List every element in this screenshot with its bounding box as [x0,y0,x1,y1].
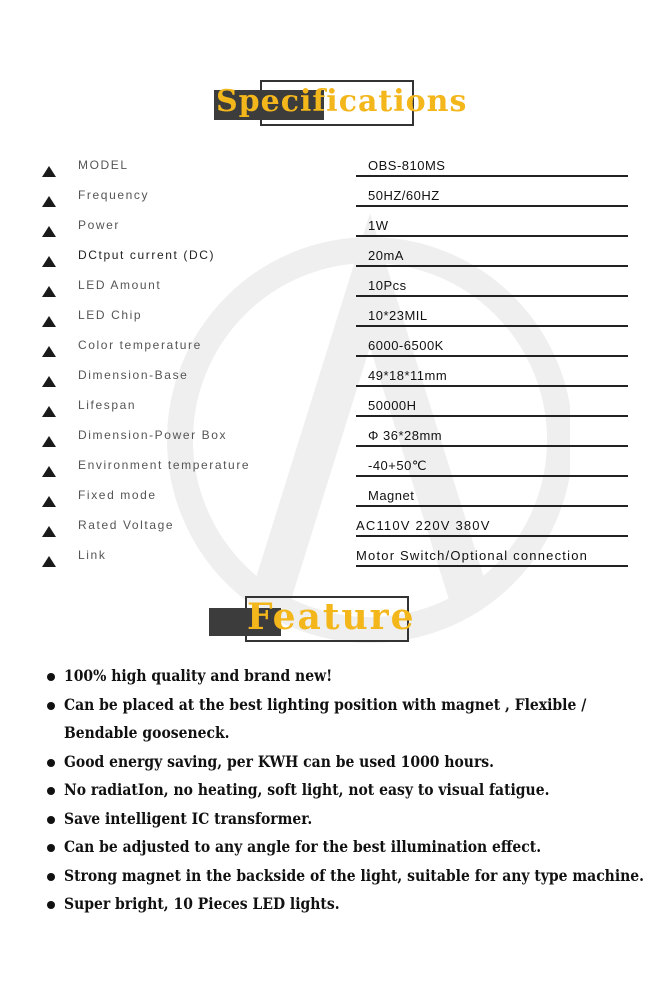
spec-underline [356,295,628,297]
spec-value: Φ 36*28mm [368,428,443,443]
spec-row [38,390,628,420]
spec-row [38,360,628,390]
triangle-bullet-icon [42,436,56,447]
spec-row [38,210,628,240]
bullet-dot-icon [47,759,55,767]
spec-label: Rated Voltage [78,518,175,532]
triangle-bullet-icon [42,346,56,357]
spec-underline [356,265,628,267]
bullet-dot-icon [47,901,55,909]
spec-underline [356,505,628,507]
feature-text: Good energy saving, per KWH can be used 1000 hours. [64,751,495,771]
triangle-bullet-icon [42,316,56,327]
triangle-bullet-icon [42,556,56,567]
feature-item [44,662,654,691]
spec-value: Magnet [368,488,415,503]
spec-label: Link [78,548,107,562]
triangle-bullet-icon [42,406,56,417]
spec-row [38,510,628,540]
triangle-bullet-icon [42,526,56,537]
spec-label: LED Chip [78,308,143,322]
triangle-bullet-icon [42,286,56,297]
spec-underline [356,565,628,567]
feature-text: 100% high quality and brand new! [64,666,333,685]
specifications-title-text: Specifications [216,84,468,119]
bullet-dot-icon [47,673,55,681]
spec-label: Dimension-Power Box [78,428,228,442]
feature-item [44,890,654,919]
bullet-dot-icon [47,702,55,710]
spec-label: Environment temperature [78,458,251,472]
triangle-bullet-icon [42,466,56,477]
triangle-bullet-icon [42,376,56,387]
spec-underline [356,205,628,207]
feature-item [44,805,654,834]
spec-underline [356,415,628,417]
spec-value: -40+50℃ [368,458,427,473]
feature-text: Super bright, 10 Pieces LED lights. [64,894,340,913]
spec-label: Lifespan [78,398,137,412]
spec-underline [356,325,628,327]
feature-list [44,662,654,919]
spec-underline [356,175,628,177]
spec-value: 6000-6500K [368,338,444,353]
spec-value: 1W [368,218,389,233]
spec-row [38,240,628,270]
spec-row [38,450,628,480]
spec-row [38,180,628,210]
feature-item [44,748,654,777]
spec-label: Frequency [78,188,150,202]
spec-label: Fixed mode [78,488,157,502]
spec-row [38,480,628,510]
feature-text: Can be adjusted to any angle for the best illumination effect. [64,837,542,856]
triangle-bullet-icon [42,196,56,207]
feature-item [44,862,654,891]
spec-underline [356,355,628,357]
feature-item [44,833,654,862]
spec-underline [356,235,628,237]
spec-underline [356,475,628,477]
triangle-bullet-icon [42,166,56,177]
feature-item [44,776,654,805]
feature-text: Save intelligent IC transformer. [64,808,313,828]
feature-text: Strong magnet in the backside of the light, suitable for any type machine. [64,865,645,885]
spec-value: 50000H [368,398,417,413]
spec-underline [356,535,628,537]
spec-underline [356,385,628,387]
spec-row [38,150,628,180]
spec-value: 10Pcs [368,278,407,293]
spec-value: OBS-810MS [368,158,446,173]
spec-row [38,270,628,300]
bullet-dot-icon [47,844,55,852]
spec-label: DCtput current (DC) [78,248,216,262]
triangle-bullet-icon [42,226,56,237]
spec-row [38,420,628,450]
feature-title [205,596,425,642]
bullet-dot-icon [47,787,55,795]
spec-underline [356,445,628,447]
spec-table [38,150,628,570]
spec-value: AC110V 220V 380V [356,518,491,533]
spec-row [38,300,628,330]
spec-value: 10*23MIL [368,308,428,323]
spec-value: 50HZ/60HZ [368,188,440,203]
triangle-bullet-icon [42,496,56,507]
feature-text: No radiatIon, no heating, soft light, not easy to visual fatigue. [64,780,550,799]
spec-value: 20mA [368,248,404,263]
triangle-bullet-icon [42,256,56,267]
spec-label: Power [78,218,121,232]
spec-label: MODEL [78,158,129,172]
feature-title-text: Feature [247,596,416,638]
specifications-title [210,80,468,126]
spec-row [38,540,628,570]
spec-row [38,330,628,360]
spec-value: 49*18*11mm [368,368,448,383]
spec-label: Color temperature [78,338,202,352]
spec-value: Motor Switch/Optional connection [356,548,589,563]
spec-label: Dimension-Base [78,368,189,382]
spec-label: LED Amount [78,278,162,292]
bullet-dot-icon [47,873,55,881]
feature-text: Can be placed at the best lighting position with magnet , Flexible / Bendable gooseneck. [64,694,587,742]
bullet-dot-icon [47,816,55,824]
feature-item [44,691,654,748]
